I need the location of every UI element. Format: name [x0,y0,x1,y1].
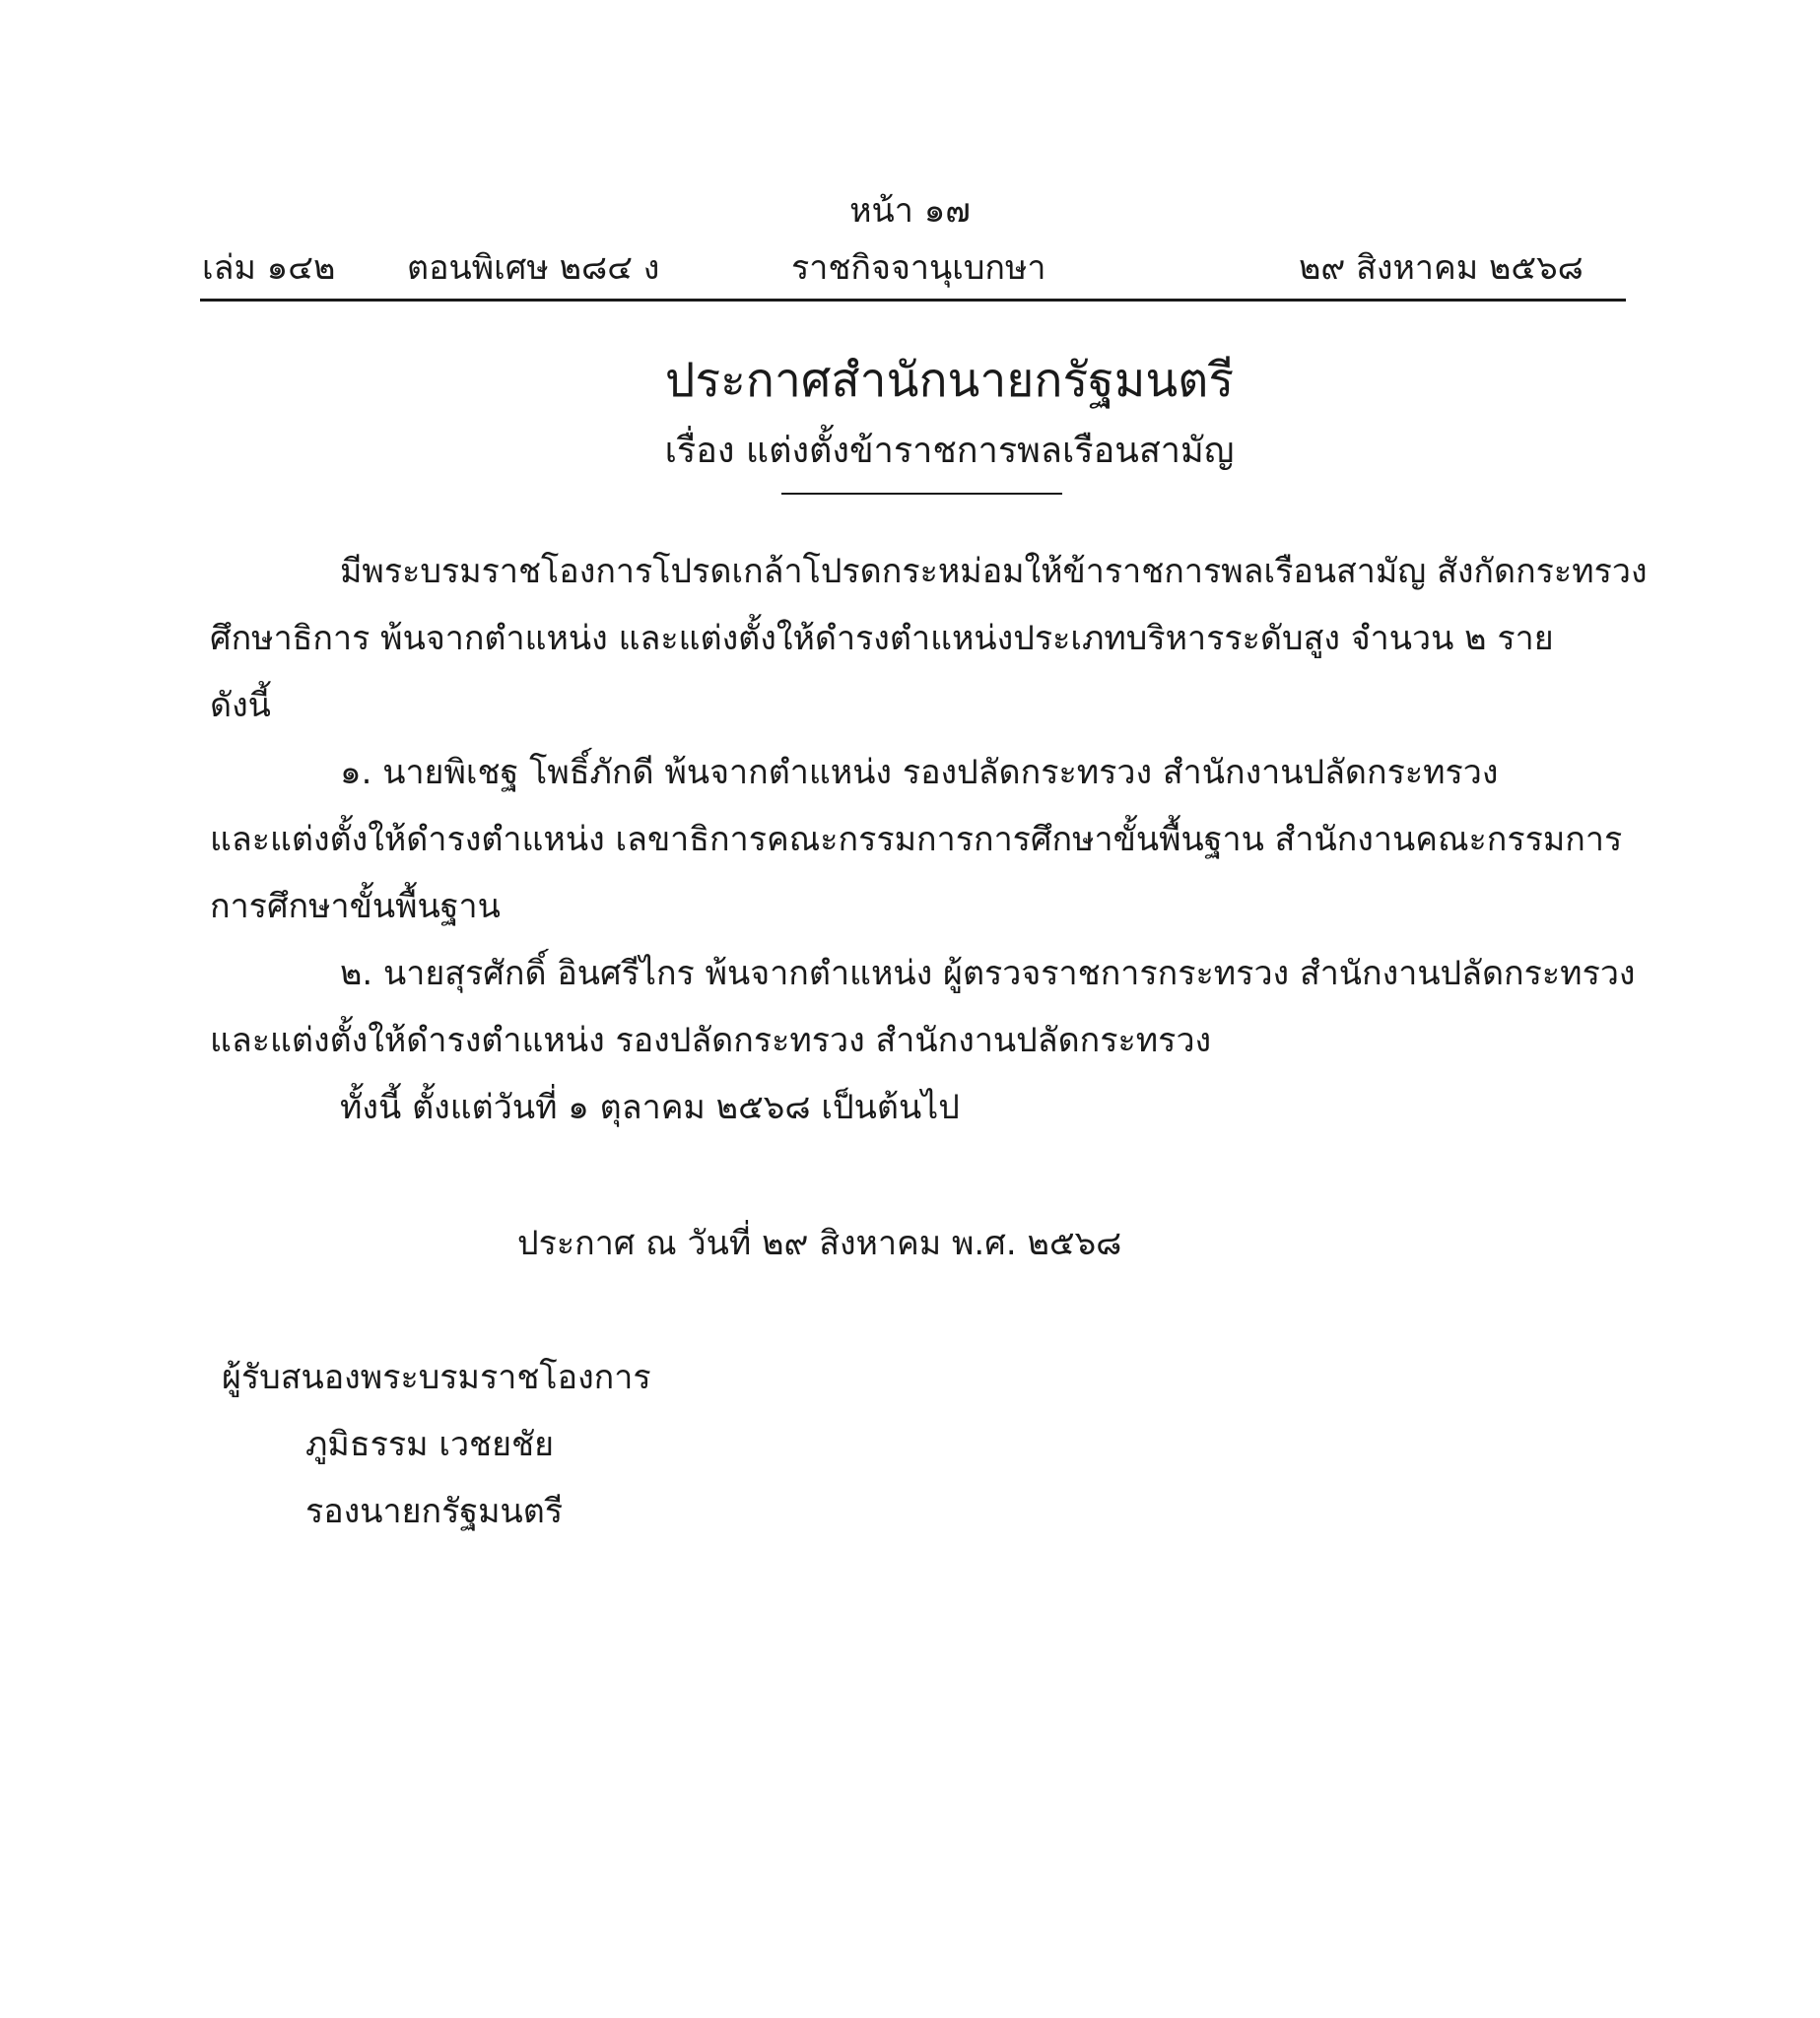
appointment-item-line: การศึกษาขั้นพื้นฐาน [210,887,501,926]
body-paragraph-line: มีพระบรมราชโองการโปรดเกล้าโปรดกระหม่อมให้ข้าราชการพลเรือนสามัญ สังกัดกระทรวง [340,552,1648,591]
document-title: ประกาศสำนักนายกรัฐมนตรี [664,353,1235,408]
appointment-item-line: และแต่งตั้งให้ดำรงตำแหน่ง เลขาธิการคณะกรรมการการศึกษาขั้นพื้นฐาน สำนักงานคณะกรรมการ [210,820,1623,859]
volume-number: เล่ม ๑๔๒ [202,248,336,288]
page-number: หน้า ๑๗ [849,191,971,231]
body-paragraph-line: ดังนี้ [210,686,271,725]
signatory-position: รองนายกรัฐมนตรี [305,1492,564,1531]
appointment-item-line: และแต่งตั้งให้ดำรงตำแหน่ง รองปลัดกระทรวง สำนักงานปลัดกระทรวง [210,1021,1212,1060]
header-divider [200,299,1626,302]
appointment-item-line: ๑. นายพิเชฐ โพธิ์ภักดี พ้นจากตำแหน่ง รองปลัดกระทรวง สำนักงานปลัดกระทรวง [340,753,1499,792]
document-subject: เรื่อง แต่งตั้งข้าราชการพลเรือนสามัญ [664,431,1235,471]
appointment-item-line: ๒. นายสุรศักดิ์ อินศรีไกร พ้นจากตำแหน่ง ผู้ตรวจราชการกระทรวง สำนักงานปลัดกระทรวง [340,954,1636,993]
body-paragraph-line: ศึกษาธิการ พ้นจากตำแหน่ง และแต่งตั้งให้ดำรงตำแหน่งประเภทบริหารระดับสูง จำนวน ๒ ราย [210,619,1554,658]
effective-date-line: ทั้งนี้ ตั้งแต่วันที่ ๑ ตุลาคม ๒๕๖๘ เป็นต้นไป [340,1088,960,1127]
signatory-name: ภูมิธรรม เวชยชัย [305,1425,555,1464]
publication-name: ราชกิจจานุเบกษา [791,248,1046,288]
publication-date: ๒๙ สิงหาคม ๒๕๖๘ [1299,248,1584,288]
section-number: ตอนพิเศษ ๒๘๔ ง [407,248,660,288]
announcement-date: ประกาศ ณ วันที่ ๒๙ สิงหาคม พ.ศ. ๒๕๖๘ [517,1224,1122,1263]
countersign-label: ผู้รับสนองพระบรมราชโองการ [222,1358,651,1397]
title-divider [781,493,1062,495]
gazette-header [202,240,1627,292]
